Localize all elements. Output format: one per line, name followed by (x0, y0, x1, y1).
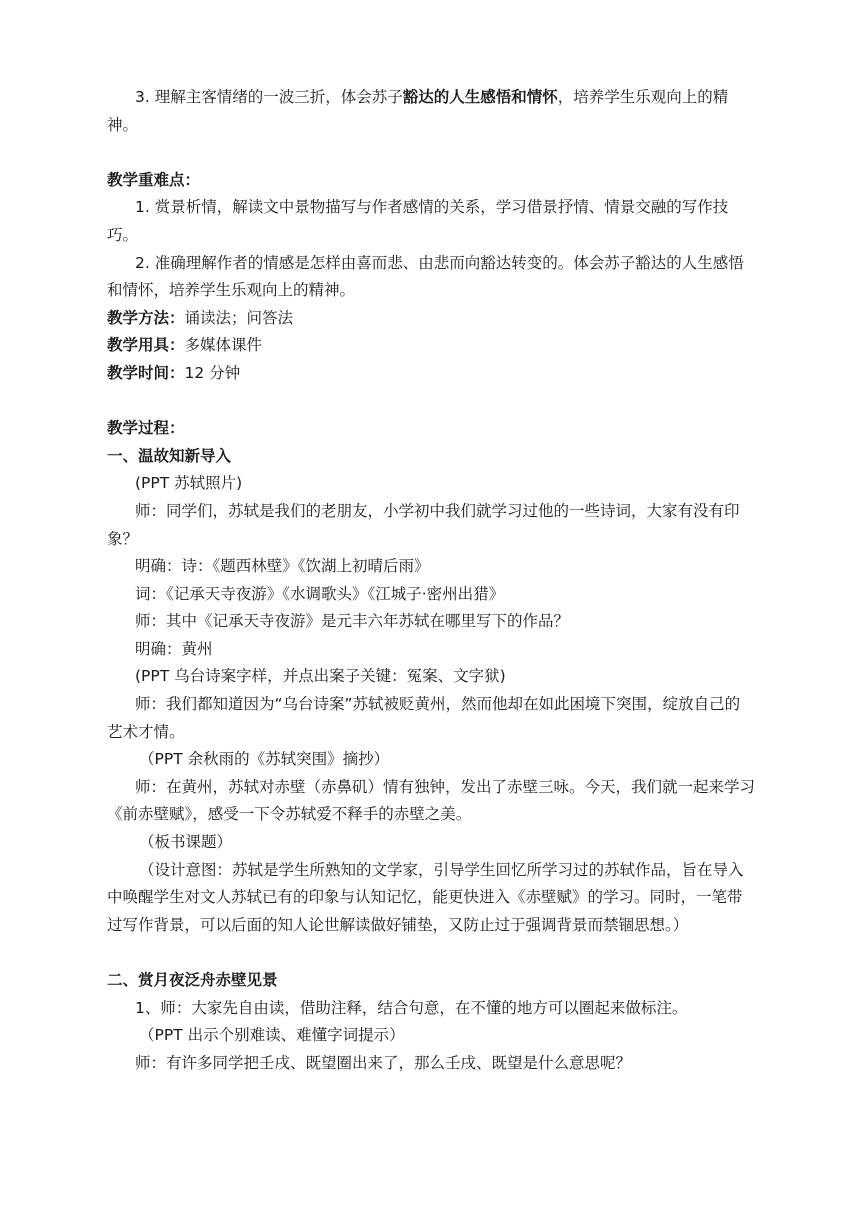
section-1-line: 师：其中《记承天寺夜游》是元丰六年苏轼在哪里写下的作品？ (135, 612, 570, 631)
teaching-time-label: 教学时间： (107, 363, 185, 382)
section-1-line: (PPT 乌台诗案字样，并点出案子关键：冤案、文字狱) (135, 667, 506, 686)
section-1-line: 师：我们都知道因为“乌台诗案”苏轼被贬黄州，然而他却在如此困境下突围，绽放自己的艺术才情。 (107, 695, 741, 741)
teaching-time-value: 12 分钟 (184, 363, 241, 382)
section-1-line: 师：在黄州，苏轼对赤壁（赤鼻矶）情有独钟，发出了赤壁三咏。今天，我们就一起来学习《前赤壁赋》，感受一下令苏轼爱不释手的赤壁之美。 (107, 777, 756, 824)
teaching-method-label: 教学方法： (107, 308, 185, 327)
design-intent: （设计意图：苏轼是学生所熟知的文学家，引导学生回忆所学习过的苏轼作品，旨在导入中唤醒学生对文人苏轼已有的印象与认知记忆，能更快进入《赤壁赋》的学习。同时，一笔带过写作背景，可以后面的知人论世解读做好铺垫，又防止过于强调背景而禁锢思想。） (107, 860, 744, 934)
process-heading: 教学过程： (107, 419, 185, 438)
teaching-time (107, 360, 755, 388)
section-1-line: 师：同学们，苏轼是我们的老朋友，小学初中我们就学习过他的一些诗词，大家有没有印象？ (107, 501, 740, 548)
key-points-heading: 教学重难点： (107, 170, 201, 189)
objective-3-bold-text: 豁达的人生感悟和情怀 (402, 88, 558, 106)
document-page (107, 84, 755, 1077)
section-2-line: 师：有许多同学把壬戌、既望圈出来了，那么壬戌、既望是什么意思呢？ (135, 1053, 632, 1072)
teaching-tools-label: 教学用具： (107, 336, 185, 355)
section-1-line: （板书课题） (139, 833, 233, 852)
objective-3-text: 3. 理解主客情绪的一波三折，体会苏子 (135, 88, 403, 106)
section-1-line: 明确：黄州 (135, 639, 213, 658)
teaching-tools-value: 多媒体课件 (184, 336, 263, 355)
section-1-line: （PPT 余秋雨的《苏轼突围》摘抄） (139, 750, 390, 769)
teaching-method-value: 诵读法；问答法 (184, 308, 294, 327)
objective-3 (107, 84, 755, 139)
teaching-method (107, 305, 755, 333)
teaching-tools (107, 332, 755, 360)
section-1-line: 词：《记承天寺夜游》《水调歌头》《江城子·密州出猎》 (135, 584, 505, 603)
objective-3-suffix: ，培养学生乐观向上的精神。 (107, 88, 729, 134)
key-point-2: 2. 准确理解作者的情感是怎样由喜而悲、由悲而向豁达转变的。体会苏子豁达的人生感悟和情怀，培养学生乐观向上的精神。 (107, 253, 744, 300)
section-2-line: 1、师：大家先自由读，借助注释，结合句意，在不懂的地方可以圈起来做标注。 (135, 998, 688, 1017)
section-2-title: 二、赏月夜泛舟赤壁见景 (107, 971, 278, 989)
section-1-title: 一、温故知新导入 (107, 446, 232, 465)
section-1-line: (PPT 苏轼照片) (135, 474, 243, 493)
section-1-line: 明确：诗：《题西林壁》《饮湖上初晴后雨》 (135, 557, 430, 576)
key-point-1: 1. 赏景析情，解读文中景物描写与作者感情的关系，学习借景抒情、情景交融的写作技巧。 (107, 198, 729, 244)
section-2-line: （PPT 出示个别难读、难懂字词提示） (139, 1026, 405, 1045)
